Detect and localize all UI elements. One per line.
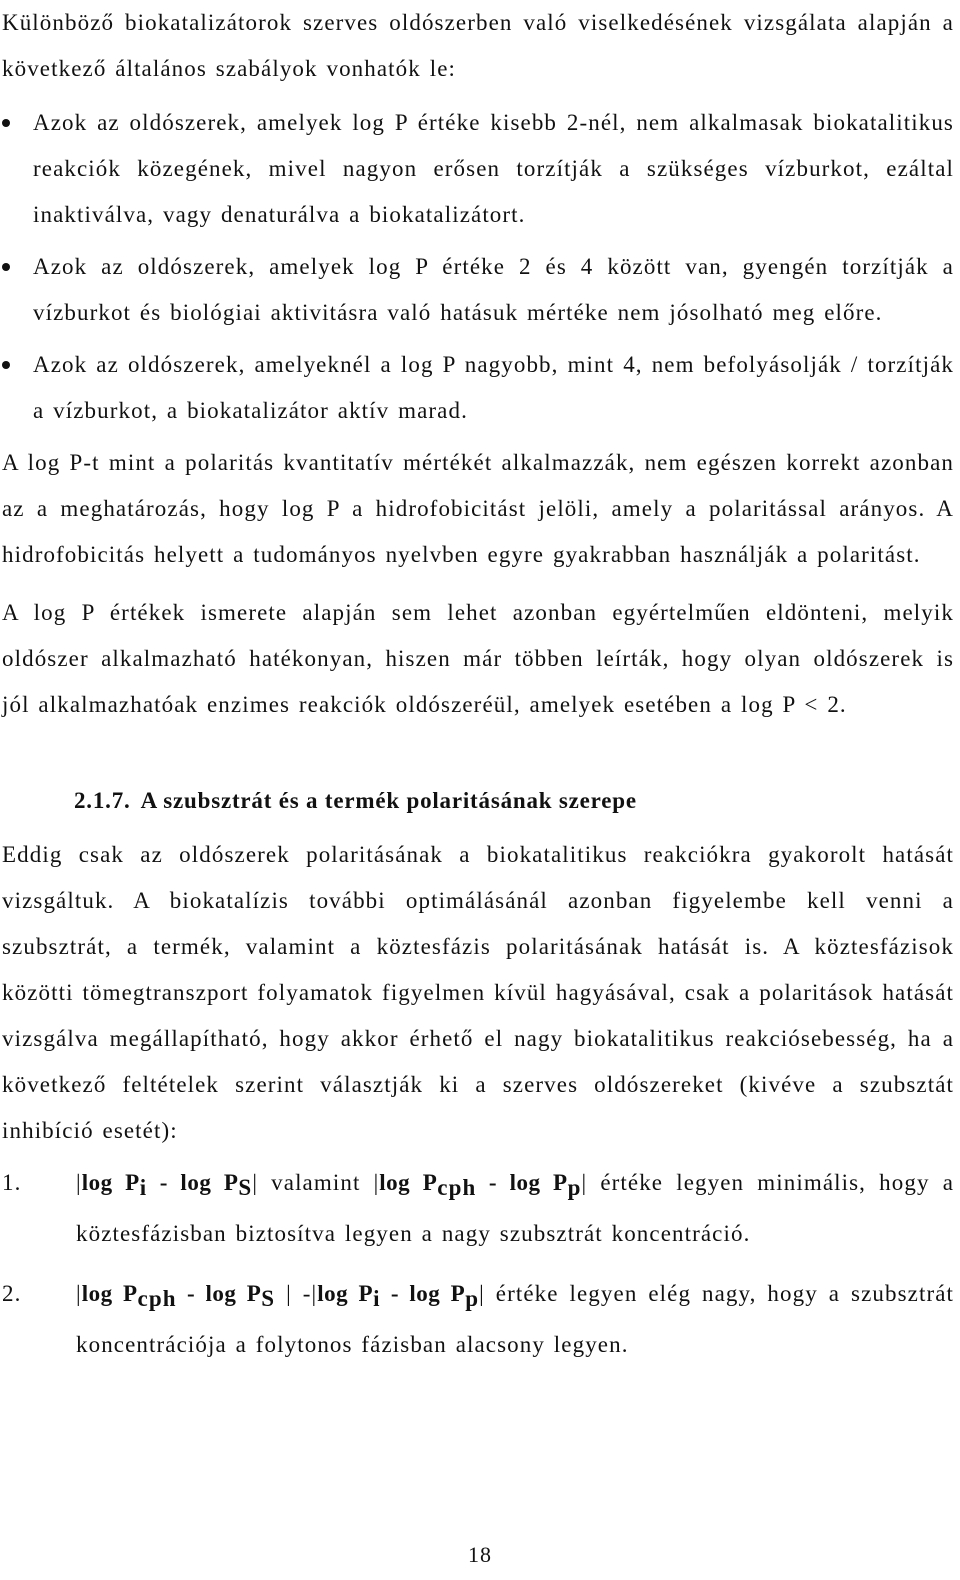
bullet-icon	[2, 263, 10, 271]
bullet-icon	[2, 361, 10, 369]
formula-subscript: i	[373, 1286, 381, 1311]
formula-subscript: i	[139, 1175, 148, 1200]
formula-subscript: cph	[437, 1175, 477, 1200]
condition-item-2: 2. |log Pcph - log PS | -|log Pi - log Pp| értéke legyen elég nagy, hogy a szubsztrát koncentrációja a folytonos fázisban alacsony legyen.	[2, 1271, 954, 1368]
list-item	[2, 342, 954, 434]
condition-text: értéke legyen elég nagy, hogy a szubsztrát koncentrációja a folytonos fázisban alacsony legyen.	[76, 1281, 955, 1357]
logp-paragraph: A log P értékek ismerete alapján sem lehet azonban egyértelműen eldönteni, melyik oldószer alkalmazható hatékonyan, hiszen már többen leírták, hogy olyan oldószerek is jól alkalmazhatóak enzimes reakciók oldószeréül, amelyek esetében a log P < 2.	[2, 600, 954, 717]
condition-index: 1.	[2, 1170, 22, 1195]
rules-list	[2, 100, 954, 434]
section-title: A szubsztrát és a termék polaritásának szerepe	[140, 788, 637, 813]
section-heading	[2, 778, 954, 824]
list-item	[2, 100, 954, 238]
formula-subscript: cph	[137, 1286, 177, 1311]
condition-text: értéke legyen minimális, hogy a köztesfázisban biztosítva legyen a nagy szubsztrát koncentráció.	[76, 1170, 954, 1246]
formula-term: log P	[81, 1170, 140, 1195]
list-item	[2, 244, 954, 336]
list-item-text: Azok az oldószerek, amelyek log P értéke 2 és 4 között van, gyengén torzítják a vízburkot és biológiai aktivitásra való hatásuk mértéke nem jósolható meg előre.	[33, 254, 954, 325]
list-item-text: Azok az oldószerek, amelyeknél a log P nagyobb, mint 4, nem befolyásolják / torzítják a vízburkot, a biokatalizátor aktív marad.	[33, 352, 954, 423]
bullet-icon	[2, 119, 10, 127]
formula-term: log P	[81, 1281, 138, 1306]
polarity-paragraph: A log P-t mint a polaritás kvantitatív mértékét alkalmazzák, nem egészen korrekt azonban az a meghatározás, hogy log P a hidrofobicitást jelöli, amely a polaritással arányos. A hidrofobicitás helyett a tudományos nyelvben egyre gyakrabban használják a polaritást.	[2, 450, 954, 567]
section-number: 2.1.7.	[74, 788, 131, 813]
formula-subscript: S	[238, 1175, 253, 1200]
document-page	[2, 0, 954, 1382]
condition-item-1: 1. |log Pi - log PS| valamint |log Pcph - log Pp| értéke legyen minimális, hogy a köztesfázisban biztosítva legyen a nagy szubsztrát koncentráció.	[2, 1160, 954, 1257]
formula-subscript: S	[261, 1286, 276, 1311]
formula-subscript: p	[465, 1286, 480, 1311]
conditions-intro-paragraph: Eddig csak az oldószerek polaritásának a biokatalitikus reakciókra gyakorolt hatását vizsgáltuk. A biokatalízis további optimálásánál azonban figyelembe kell venni a szubsztrát, a termék, valamint a köztesfázis polaritásának hatását is. A köztesfázisok közötti tömegtranszport folyamatok figyelmen kívül hagyásával, csak a polaritások hatását vizsgálva megállapítható, hogy akkor érhető el nagy biokatalitikus reakciósebesség, ha a következő feltételek szerint választják ki a szerves oldószereket (kivéve a szubsztát inhibíció esetét):	[2, 842, 954, 1143]
condition-index: 2.	[2, 1281, 22, 1306]
formula-subscript: p	[567, 1175, 582, 1200]
page-number: 18	[468, 1542, 492, 1567]
list-item-text: Azok az oldószerek, amelyek log P értéke kisebb 2-nél, nem alkalmasak biokatalitikus reakciók közegének, mivel nagyon erősen torzítják a szükséges vízburkot, ezáltal inaktiválva, vagy denaturálva a biokatalizátort.	[33, 110, 954, 227]
intro-paragraph: Különböző biokatalizátorok szerves oldószerben való viselkedésének vizsgálata alapján a következő általános szabályok vonhatók le:	[2, 10, 954, 81]
